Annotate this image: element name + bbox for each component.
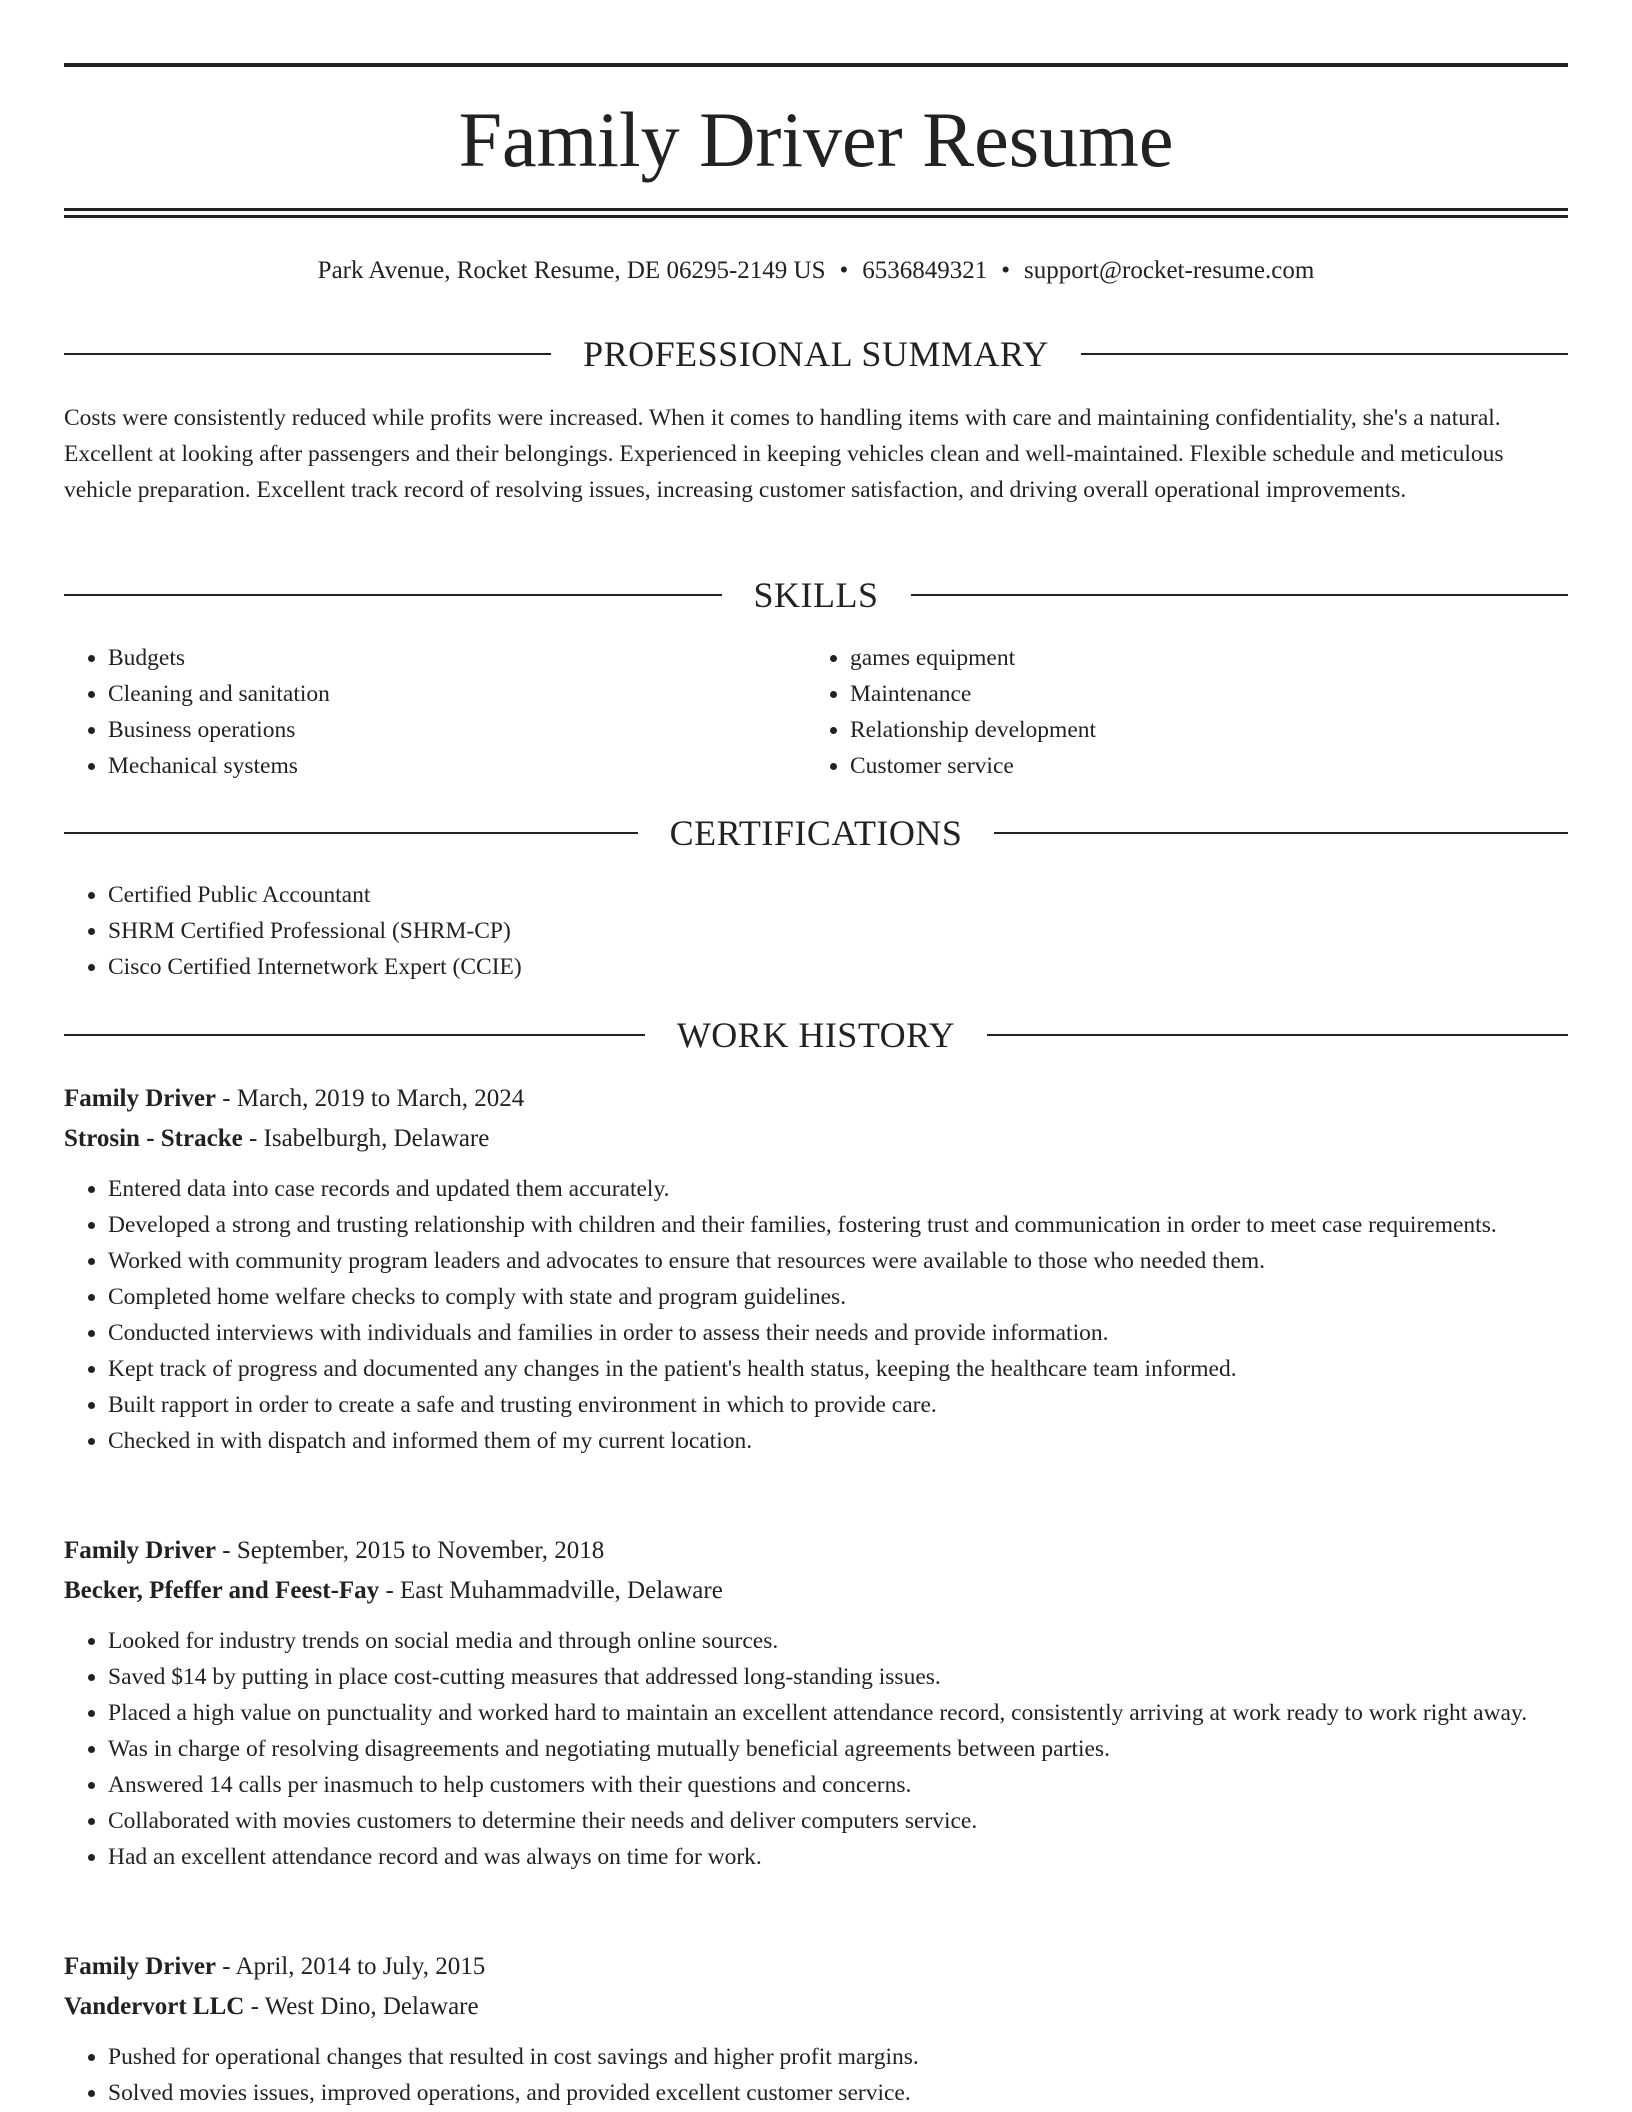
- job-dates: - March, 2019 to March, 2024: [216, 1085, 525, 1112]
- job-location: - West Dino, Delaware: [244, 1993, 479, 2020]
- job-location: - Isabelburgh, Delaware: [242, 1125, 490, 1152]
- job-company-line: [64, 1987, 1568, 2027]
- job-title: Family Driver: [64, 1537, 217, 1564]
- job-location: - East Muhammadville, Delaware: [379, 1577, 723, 1604]
- skill-item: • Business operations: [108, 712, 764, 748]
- skill-item: • Mechanical systems: [108, 748, 764, 784]
- certification-list: [64, 877, 1568, 985]
- job-bullet: • Placed a high value on punctuality and worked hard to maintain an excellent attendance record, consistently arriving at work ready to work right away.: [108, 1695, 1568, 1731]
- skill-item: • games equipment: [850, 640, 1506, 676]
- job-company: Strosin - Stracke: [64, 1125, 243, 1152]
- heading-rule: [64, 832, 638, 834]
- job-company: Vandervort LLC: [64, 1993, 245, 2020]
- certification-item: • Cisco Certified Internetwork Expert (CCIE): [108, 949, 1568, 985]
- job-bullet: • Collaborated with movies customers to determine their needs and deliver computers service.: [108, 1803, 1568, 1839]
- job-bullet: • Solved movies issues, improved operations, and provided excellent customer service.: [108, 2075, 1568, 2111]
- contact-email: support@rocket-resume.com: [1024, 257, 1315, 284]
- contact-line: [64, 254, 1568, 288]
- skill-item: • Maintenance: [850, 676, 1506, 712]
- heading-rule: [64, 594, 722, 596]
- job-entry: [64, 1079, 1568, 1459]
- skills-column-right: [806, 640, 1506, 784]
- job-title-line: [64, 1947, 1568, 1987]
- skill-item: • Budgets: [108, 640, 764, 676]
- section-title: WORK HISTORY: [676, 1015, 956, 1055]
- section-title: CERTIFICATIONS: [669, 813, 963, 853]
- job-company-line: [64, 1119, 1568, 1159]
- section-heading-certifications: [64, 811, 1568, 855]
- job-dates: - April, 2014 to July, 2015: [216, 1953, 486, 1980]
- job-bullet: • Checked in with dispatch and informed them of my current location.: [108, 1423, 1568, 1459]
- job-title-line: [64, 1079, 1568, 1119]
- contact-separator: •: [839, 257, 849, 284]
- job-bullet: • Was in charge of resolving disagreements and negotiating mutually beneficial agreements between parties.: [108, 1731, 1568, 1767]
- job-entry: [64, 1947, 1568, 2111]
- job-title: Family Driver: [64, 1085, 217, 1112]
- job-bullet: • Entered data into case records and updated them accurately.: [108, 1171, 1568, 1207]
- heading-rule: [64, 353, 551, 355]
- job-bullet: • Built rapport in order to create a safe and trusting environment in which to provide care.: [108, 1387, 1568, 1423]
- job-bullet: • Had an excellent attendance record and was always on time for work.: [108, 1839, 1568, 1875]
- section-heading-summary: [64, 332, 1568, 376]
- contact-separator: •: [1001, 257, 1011, 284]
- job-bullet: • Conducted interviews with individuals and families in order to assess their needs and provide information.: [108, 1315, 1568, 1351]
- double-rule: [64, 208, 1568, 218]
- skill-item: • Cleaning and sanitation: [108, 676, 764, 712]
- job-bullet: • Completed home welfare checks to comply with state and program guidelines.: [108, 1279, 1568, 1315]
- contact-phone: 6536849321: [862, 257, 988, 284]
- resume-title: Family Driver Resume: [458, 96, 1174, 183]
- job-bullet: • Kept track of progress and documented any changes in the patient's health status, keeping the healthcare team informed.: [108, 1351, 1568, 1387]
- job-bullet: • Answered 14 calls per inasmuch to help customers with their questions and concerns.: [108, 1767, 1568, 1803]
- job-title-line: [64, 1531, 1568, 1571]
- job-title: Family Driver: [64, 1953, 217, 1980]
- job-company: Becker, Pfeffer and Feest-Fay: [64, 1577, 380, 1604]
- job-dates: - September, 2015 to November, 2018: [216, 1537, 605, 1564]
- section-heading-skills: [64, 573, 1568, 617]
- heading-rule: [911, 594, 1569, 596]
- skills-column-left: [64, 640, 764, 784]
- section-title: PROFESSIONAL SUMMARY: [583, 334, 1049, 374]
- job-bullet: • Developed a strong and trusting relationship with children and their families, fostering trust and communication in order to meet case requirements.: [108, 1207, 1568, 1243]
- section-heading-work-history: [64, 1013, 1568, 1057]
- top-rule: [64, 63, 1568, 67]
- skill-item: • Customer service: [850, 748, 1506, 784]
- certification-item: • SHRM Certified Professional (SHRM-CP): [108, 913, 1568, 949]
- heading-rule: [994, 832, 1568, 834]
- certification-item: • Certified Public Accountant: [108, 877, 1568, 913]
- job-bullet: • Pushed for operational changes that resulted in cost savings and higher profit margins.: [108, 2039, 1568, 2075]
- heading-rule: [987, 1034, 1568, 1036]
- section-title: SKILLS: [753, 575, 879, 615]
- heading-rule: [1081, 353, 1568, 355]
- heading-rule: [64, 1034, 645, 1036]
- job-bullet: • Looked for industry trends on social media and through online sources.: [108, 1623, 1568, 1659]
- job-bullet: • Saved $14 by putting in place cost-cutting measures that addressed long-standing issues.: [108, 1659, 1568, 1695]
- job-entry: [64, 1531, 1568, 1875]
- contact-address: Park Avenue, Rocket Resume, DE 06295-2149 US: [317, 257, 826, 284]
- skill-item: • Relationship development: [850, 712, 1506, 748]
- job-bullet: • Worked with community program leaders and advocates to ensure that resources were available to those who needed them.: [108, 1243, 1568, 1279]
- job-company-line: [64, 1571, 1568, 1611]
- summary-text: Costs were consistently reduced while profits were increased. When it comes to handling items with care and maintaining confidentiality, she's a natural. Excellent at looking after passengers and their belongings. Experienced in keeping vehicles clean and well-maintained. Flexible schedule and meticulous vehicle preparation. Excellent track record of resolving issues, increasing customer satisfaction, and driving overall operational improvements.: [64, 405, 1504, 503]
